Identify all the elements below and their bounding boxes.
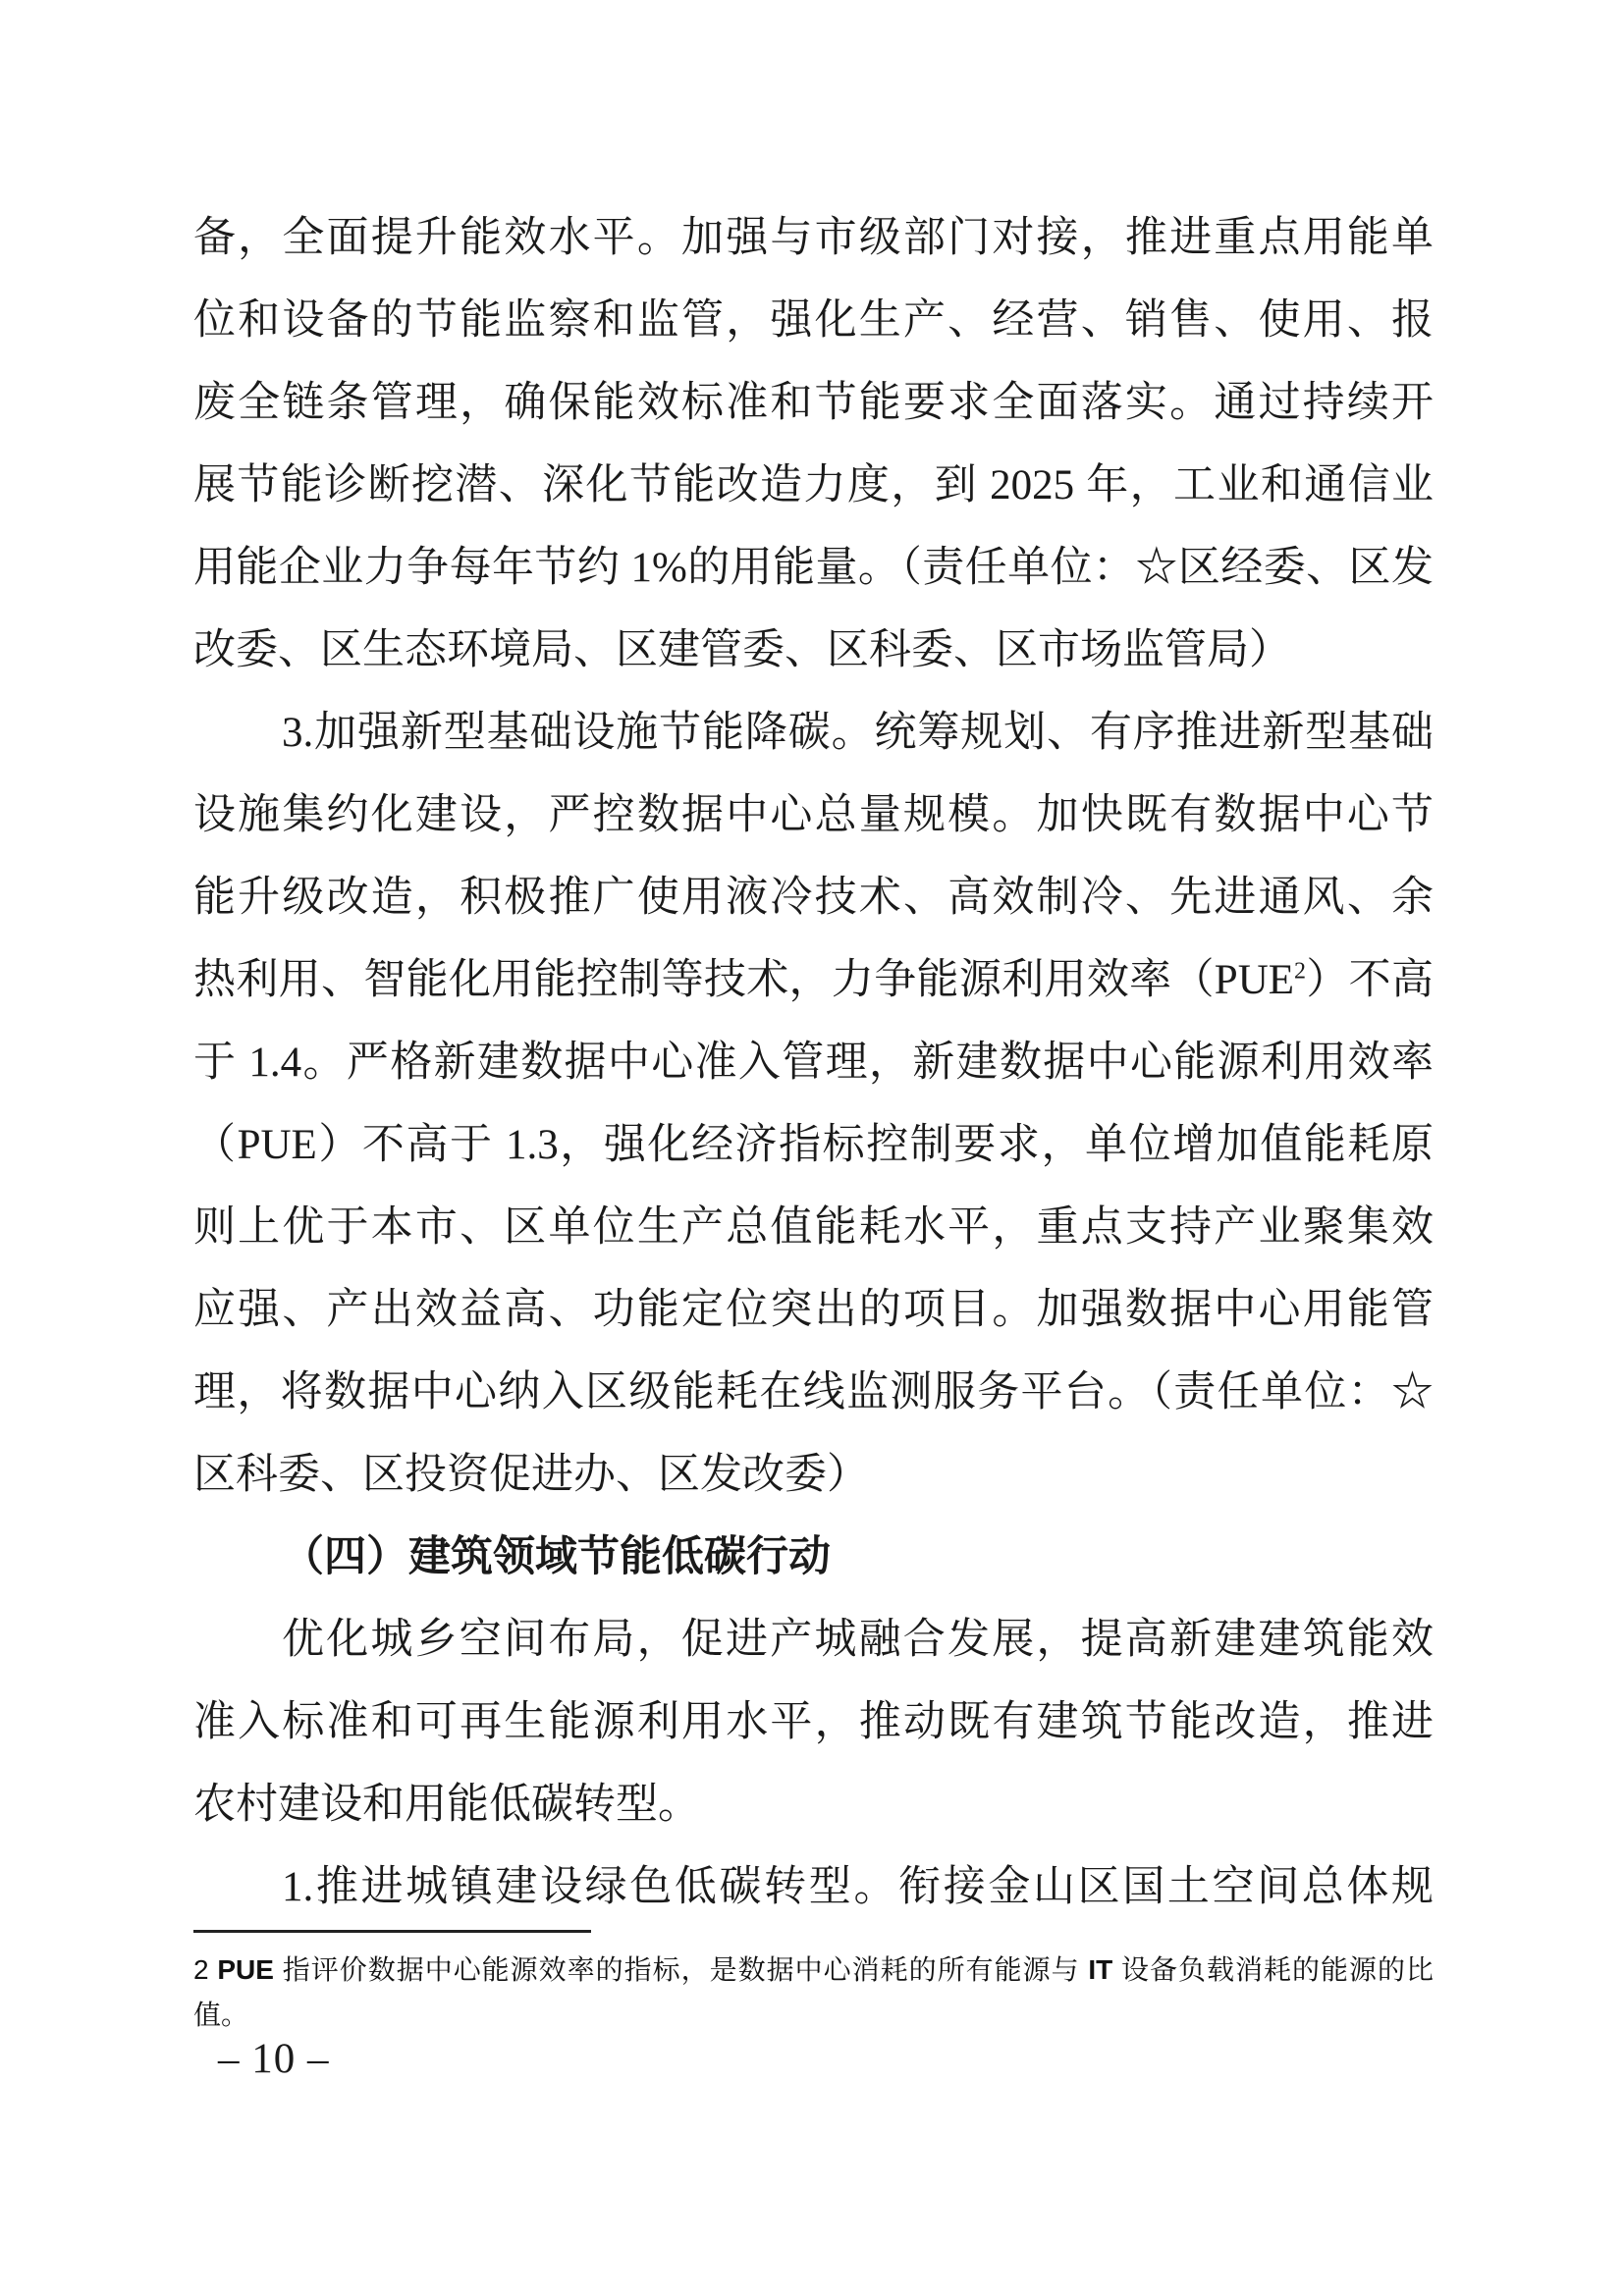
text-line: 区科委、区投资促进办、区发改委）	[193, 1452, 869, 1498]
footnote-line	[193, 1948, 1434, 1993]
footnote-term-pue: PUE	[217, 1954, 274, 1985]
footnote-marker: 2	[193, 1954, 218, 1985]
body-text	[193, 197, 1434, 1929]
text-line: 展节能诊断挖潜、深化节能改造力度，到 2025 年，工业和通信业	[193, 462, 1434, 508]
text-line: 改委、区生态环境局、区建管委、区科委、区市场监管局）	[193, 627, 1291, 673]
text-line: 准入标准和可再生能源利用水平，推动既有建筑节能改造，推进	[193, 1699, 1434, 1745]
text-line	[193, 939, 1434, 1022]
footnote	[193, 1948, 1434, 2038]
text-segment: ）不高	[1306, 957, 1434, 1003]
text-line: 3.加强新型基础设施节能降碳。统筹规划、有序推进新型基础	[282, 710, 1434, 756]
text-line: 应强、产出效益高、功能定位突出的项目。加强数据中心用能管	[193, 1287, 1434, 1333]
text-line: 1.推进城镇建设绿色低碳转型。衔接金山区国土空间总体规	[282, 1864, 1434, 1910]
section-heading: （四）建筑领域节能低碳行动	[282, 1534, 831, 1580]
text-line: 理，将数据中心纳入区级能耗在线监测服务平台。（责任单位：☆	[193, 1369, 1434, 1415]
text-line: 则上优于本市、区单位生产总值能耗水平，重点支持产业聚集效	[193, 1204, 1434, 1251]
text-line: 能升级改造，积极推广使用液冷技术、高效制冷、先进通风、余	[193, 875, 1434, 921]
text-segment: 热利用、智能化用能控制等技术，力争能源利用效率（PUE	[193, 957, 1295, 1003]
text-line: 于 1.4。严格新建数据中心准入管理，新建数据中心能源利用效率	[193, 1040, 1434, 1086]
text-line: 位和设备的节能监察和监管，强化生产、经营、销售、使用、报	[193, 297, 1434, 344]
text-line: 设施集约化建设，严控数据中心总量规模。加快既有数据中心节	[193, 792, 1434, 838]
footnote-line: 值。	[193, 2000, 249, 2030]
text-line: 废全链条管理，确保能效标准和节能要求全面落实。通过持续开	[193, 380, 1434, 426]
footnote-text: 设备负载消耗的能源的比	[1112, 1954, 1434, 1985]
text-line: 备，全面提升能效水平。加强与市级部门对接，推进重点用能单	[193, 215, 1434, 261]
footnote-ref-marker: 2	[1294, 958, 1307, 985]
text-line: 用能企业力争每年节约 1%的用能量。（责任单位：☆区经委、区发	[193, 545, 1434, 591]
footnote-text: 指评价数据中心能源效率的指标，是数据中心消耗的所有能源与	[273, 1954, 1089, 1985]
text-line: 农村建设和用能低碳转型。	[193, 1782, 700, 1828]
footnote-separator	[193, 1930, 591, 1933]
text-line: （PUE）不高于 1.3，强化经济指标控制要求，单位增加值能耗原	[193, 1122, 1434, 1168]
page-number: – 10 –	[218, 2036, 330, 2082]
footnote-term-it: IT	[1088, 1954, 1113, 1985]
text-line: 优化城乡空间布局，促进产城融合发展，提高新建建筑能效	[282, 1617, 1434, 1663]
